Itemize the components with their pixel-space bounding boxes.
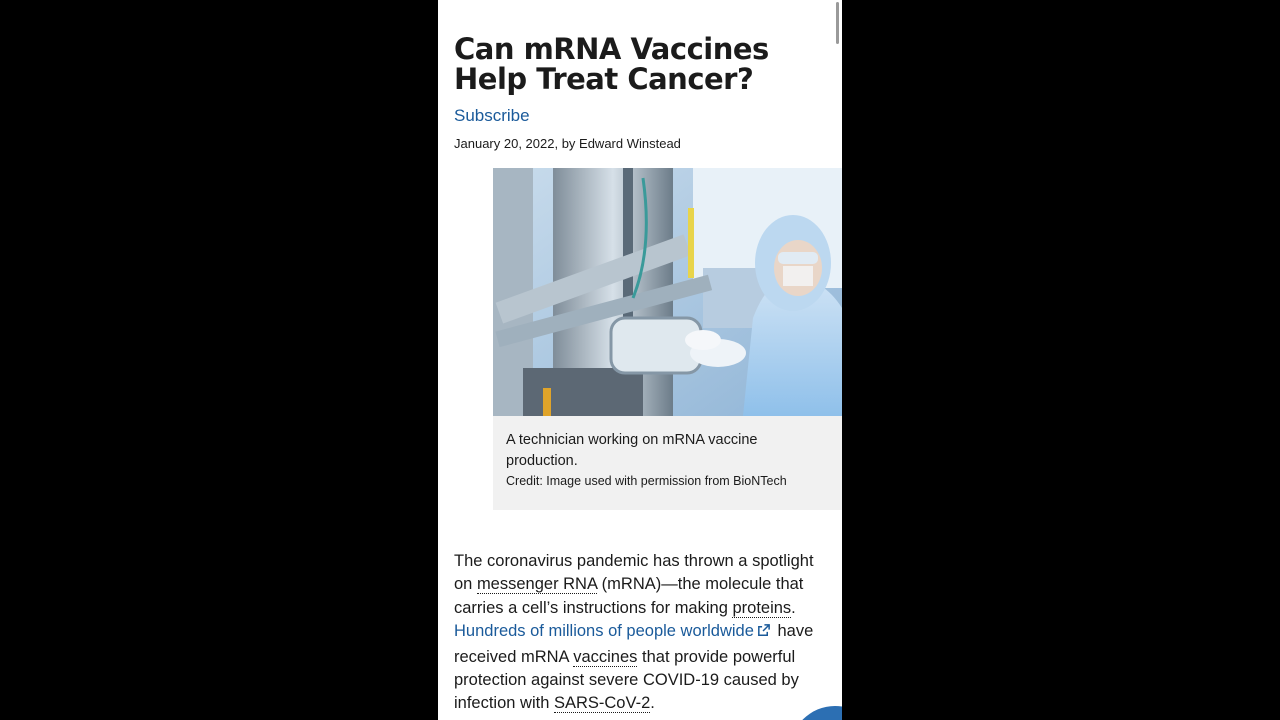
page-title: Can mRNA Vaccines Help Treat Cancer? — [454, 32, 769, 96]
figure-caption: A technician working on mRNA vaccine production. — [506, 432, 758, 469]
external-link-hundreds-of-millions[interactable]: Hundreds of millions of people worldwide — [454, 622, 754, 641]
body-text-4: have received mRNA — [454, 622, 814, 666]
technician-photo — [493, 168, 842, 416]
body-text-5: that provide powerful protection against severe COVID-19 caused by infection with — [454, 647, 799, 713]
glossary-link-sars-cov-2[interactable]: SARS-CoV-2 — [553, 694, 651, 713]
glossary-link-messenger-rna[interactable]: messenger RNA — [476, 575, 598, 594]
article-figure — [493, 168, 842, 510]
external-link-icon — [756, 622, 771, 645]
article-page — [438, 0, 842, 720]
body-text-3: . — [791, 598, 796, 617]
body-text-1: The coronavirus pandemic has thrown a spotlight on — [454, 552, 814, 594]
glossary-link-vaccines[interactable]: vaccines — [573, 647, 638, 666]
glossary-link-proteins[interactable]: proteins — [732, 598, 792, 617]
article-body — [454, 550, 834, 716]
figure-credit: Credit: Image used with permission from BioNTech — [506, 474, 787, 488]
body-text-2: (mRNA)—the molecule that carries a cell’s instructions for making — [454, 575, 804, 617]
body-text-6: . — [650, 694, 655, 713]
byline: January 20, 2022, by Edward Winstead — [454, 136, 681, 151]
subscribe-link[interactable]: Subscribe — [454, 106, 530, 125]
scrollbar-thumb[interactable] — [836, 2, 839, 44]
